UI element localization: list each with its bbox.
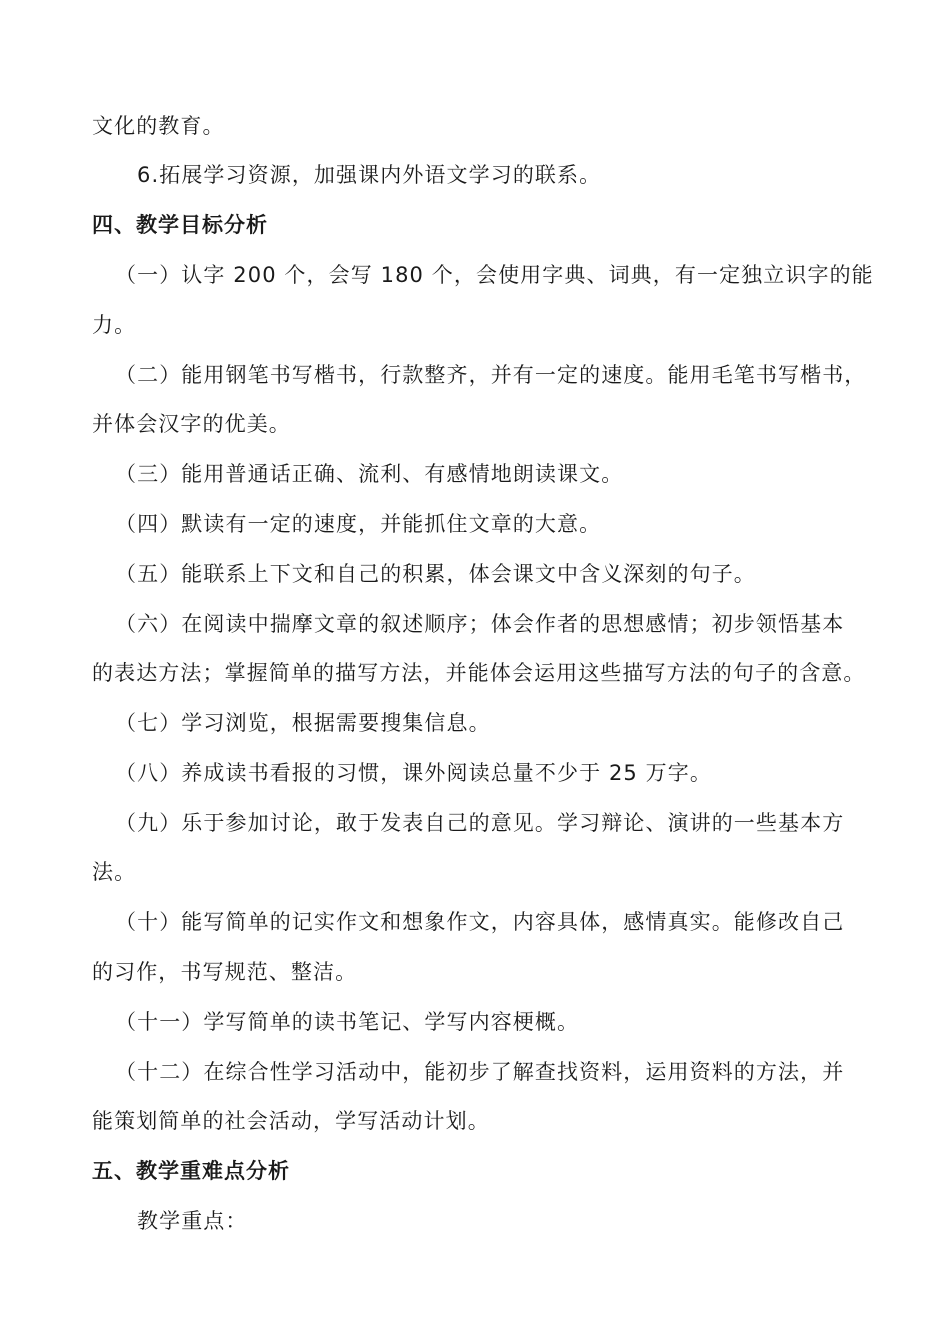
section-heading-5: 五、教学重难点分析 (92, 1159, 290, 1183)
goal-item-10-cont: 的习作，书写规范、整洁。 (92, 960, 358, 984)
goal-item-9: （九）乐于参加讨论，敢于发表自己的意见。学习辩论、演讲的一些基本方 (115, 811, 845, 835)
goal-item-6: （六）在阅读中揣摩文章的叙述顺序；体会作者的思想感情；初步领悟基本 (115, 612, 845, 636)
goal-item-2: （二）能用钢笔书写楷书，行款整齐，并有一定的速度。能用毛笔书写楷书， (115, 363, 867, 387)
goal-item-3: （三）能用普通话正确、流利、有感情地朗读课文。 (115, 462, 624, 486)
goal-item-10: （十）能写简单的记实作文和想象作文，内容具体，感情真实。能修改自己 (115, 910, 845, 934)
text-line-item-6: 6.拓展学习资源，加强课内外语文学习的联系。 (137, 163, 602, 187)
goal-item-9-cont: 法。 (92, 860, 137, 884)
teaching-focus-label: 教学重点： (137, 1209, 248, 1233)
goal-item-1: （一）认字 200 个，会写 180 个，会使用字典、词典，有一定独立识字的能 (115, 263, 874, 287)
goal-item-6-cont: 的表达方法；掌握简单的描写方法，并能体会运用这些描写方法的句子的含意。 (92, 661, 866, 685)
goal-item-5: （五）能联系上下文和自己的积累，体会课文中含义深刻的句子。 (115, 562, 756, 586)
goal-item-1-cont: 力。 (92, 313, 137, 337)
goal-item-2-cont: 并体会汉字的优美。 (92, 412, 291, 436)
goal-item-11: （十一）学写简单的读书笔记、学写内容梗概。 (115, 1010, 580, 1034)
goal-item-7: （七）学习浏览，根据需要搜集信息。 (115, 711, 491, 735)
goal-item-8: （八）养成读书看报的习惯，课外阅读总量不少于 25 万字。 (115, 761, 712, 785)
goal-item-12-cont: 能策划简单的社会活动，学写活动计划。 (92, 1109, 490, 1133)
goal-item-4: （四）默读有一定的速度，并能抓住文章的大意。 (115, 512, 602, 536)
text-line-continuation: 文化的教育。 (92, 114, 225, 138)
goal-item-12: （十二）在综合性学习活动中，能初步了解查找资料，运用资料的方法，并 (115, 1060, 845, 1084)
section-heading-4: 四、教学目标分析 (92, 213, 268, 237)
